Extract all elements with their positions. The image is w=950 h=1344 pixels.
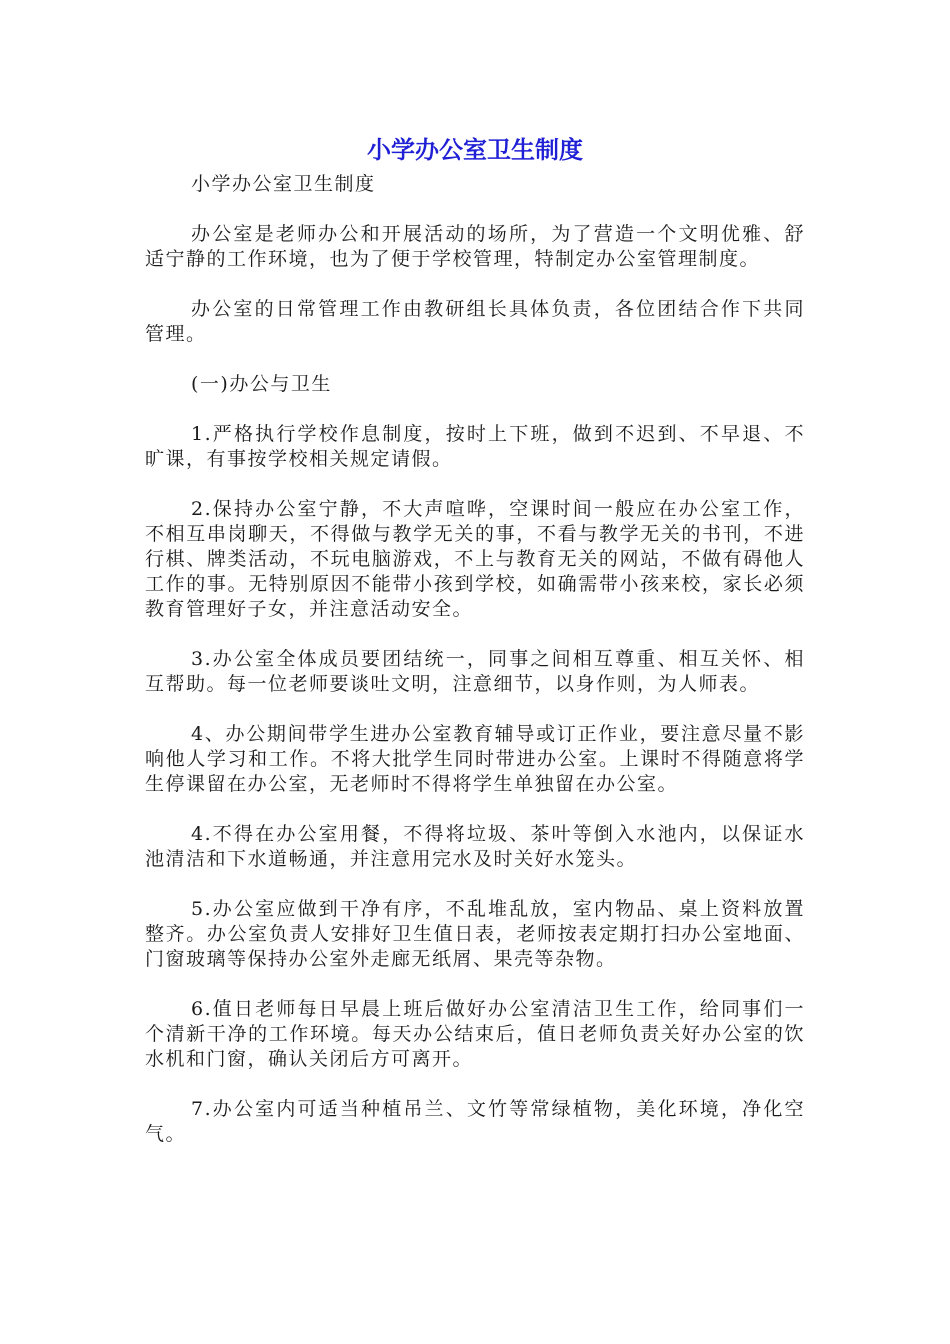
rule-item: 2.保持办公室宁静，不大声喧哗，空课时间一般应在办公室工作，不相互串岗聊天，不得做与教学无关的事，不看与教学无关的书刊，不进行棋、牌类活动，不玩电脑游戏，不上与教育无关的网站，不做有碍他人工作的事。无特别原因不能带小孩到学校，如确需带小孩来校，家长必须教育管理好子女，并注意活动安全。	[145, 498, 805, 620]
document-body	[145, 172, 805, 1172]
section-heading: (一)办公与卫生	[191, 373, 332, 395]
paragraph-management: 办公室的日常管理工作由教研组长具体负责，各位团结合作下共同管理。	[145, 298, 805, 345]
rule-item: 7.办公室内可适当种植吊兰、文竹等常绿植物，美化环境，净化空气。	[145, 1098, 805, 1145]
document-title: 小学办公室卫生制度	[367, 136, 583, 164]
rule-item: 5.办公室应做到干净有序，不乱堆乱放，室内物品、桌上资料放置整齐。办公室负责人安排好卫生值日表，老师按表定期打扫办公室地面、门窗玻璃等保持办公室外走廊无纸屑、果壳等杂物。	[145, 898, 805, 970]
rule-item: 4、办公期间带学生进办公室教育辅导或订正作业，要注意尽量不影响他人学习和工作。不将大批学生同时带进办公室。上课时不得随意将学生停课留在办公室，无老师时不得将学生单独留在办公室。	[145, 723, 805, 795]
rule-item: 3.办公室全体成员要团结统一，同事之间相互尊重、相互关怀、相互帮助。每一位老师要谈吐文明，注意细节，以身作则，为人师表。	[145, 648, 805, 695]
rule-item: 4.不得在办公室用餐，不得将垃圾、茶叶等倒入水池内，以保证水池清洁和下水道畅通，并注意用完水及时关好水笼头。	[145, 823, 805, 870]
paragraph-subtitle: 小学办公室卫生制度	[191, 173, 376, 195]
rule-item: 6.值日老师每日早晨上班后做好办公室清洁卫生工作，给同事们一个清新干净的工作环境。每天办公结束后，值日老师负责关好办公室的饮水机和门窗，确认关闭后方可离开。	[145, 998, 805, 1070]
paragraph-intro: 办公室是老师办公和开展活动的场所，为了营造一个文明优雅、舒适宁静的工作环境，也为了便于学校管理，特制定办公室管理制度。	[145, 223, 805, 270]
rule-item: 1.严格执行学校作息制度，按时上下班，做到不迟到、不早退、不旷课，有事按学校相关规定请假。	[145, 423, 805, 470]
